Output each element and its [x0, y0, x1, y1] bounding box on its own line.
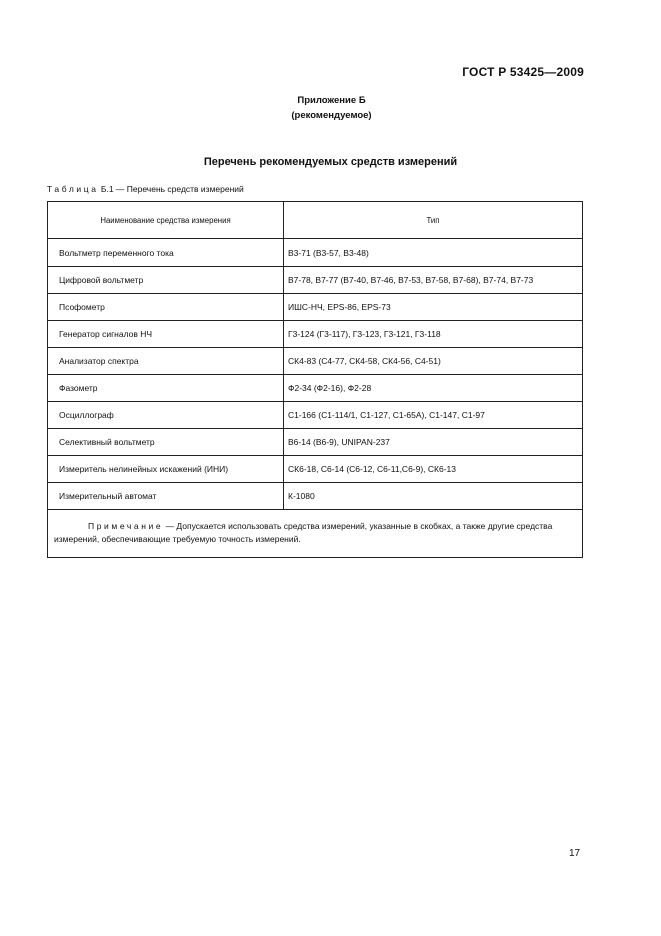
table-row — [48, 267, 583, 294]
standard-designation: ГОСТ Р 53425—2009 — [462, 65, 584, 79]
table-note-row — [48, 510, 583, 558]
appendix-title: Приложение Б — [297, 95, 366, 106]
note-text: — Допускается использовать средства измерений, указанные в скобках, а также другие средства измерений, обеспечивающие требуемую точность измерений. — [54, 521, 553, 544]
header-name: Наименование средства измерения — [48, 202, 284, 239]
cell-type: В7-78, В7-77 (В7-40, В7-46, В7-53, В7-58, В7-68), В7-74, В7-73 — [284, 267, 583, 294]
header-type: Тип — [284, 202, 583, 239]
table-caption-label: Таблица — [47, 184, 99, 194]
cell-type: СК4-83 (С4-77, СК4-58, СК4-56, С4-51) — [284, 348, 583, 375]
table-row — [48, 402, 583, 429]
cell-name: Генератор сигналов НЧ — [48, 321, 284, 348]
cell-name: Измерительный автомат — [48, 483, 284, 510]
table-row — [48, 348, 583, 375]
page-number: 17 — [569, 848, 581, 859]
cell-name: Измеритель нелинейных искажений (ИНИ) — [48, 456, 284, 483]
table-row — [48, 294, 583, 321]
cell-name: Селективный вольтметр — [48, 429, 284, 456]
cell-type: Ф2-34 (Ф2-16), Ф2-28 — [284, 375, 583, 402]
cell-type: К-1080 — [284, 483, 583, 510]
cell-type: С1-166 (С1-114/1, С1-127, С1-65А), С1-147, С1-97 — [284, 402, 583, 429]
cell-name: Анализатор спектра — [48, 348, 284, 375]
table-caption — [47, 184, 244, 194]
appendix-status: (рекомендуемое) — [291, 110, 372, 121]
table-row — [48, 239, 583, 267]
table-row — [48, 321, 583, 348]
table-caption-text: Б.1 — Перечень средств измерений — [98, 184, 244, 194]
cell-name: Цифровой вольтметр — [48, 267, 284, 294]
table-row — [48, 375, 583, 402]
table-note — [48, 510, 583, 558]
appendix-heading — [0, 93, 661, 123]
table-row — [48, 456, 583, 483]
table-row — [48, 483, 583, 510]
cell-type: Г3-124 (Г3-117), Г3-123, Г3-121, Г3-118 — [284, 321, 583, 348]
cell-type: В3-71 (В3-57, В3-48) — [284, 239, 583, 267]
cell-type: ИШС-НЧ, EPS-86, EPS-73 — [284, 294, 583, 321]
cell-name: Фазометр — [48, 375, 284, 402]
note-label: Примечание — [88, 521, 164, 531]
cell-name: Осциллограф — [48, 402, 284, 429]
table-header-row — [48, 202, 583, 239]
list-title: Перечень рекомендуемых средств измерений — [203, 156, 458, 168]
table-row — [48, 429, 583, 456]
cell-type: СК6-18, С6-14 (С6-12, С6-11,С6-9), СК6-13 — [284, 456, 583, 483]
cell-type: В6-14 (В6-9), UNIPAN-237 — [284, 429, 583, 456]
cell-name: Псофометр — [48, 294, 284, 321]
cell-name: Вольтметр переменного тока — [48, 239, 284, 267]
instruments-table — [47, 201, 583, 558]
